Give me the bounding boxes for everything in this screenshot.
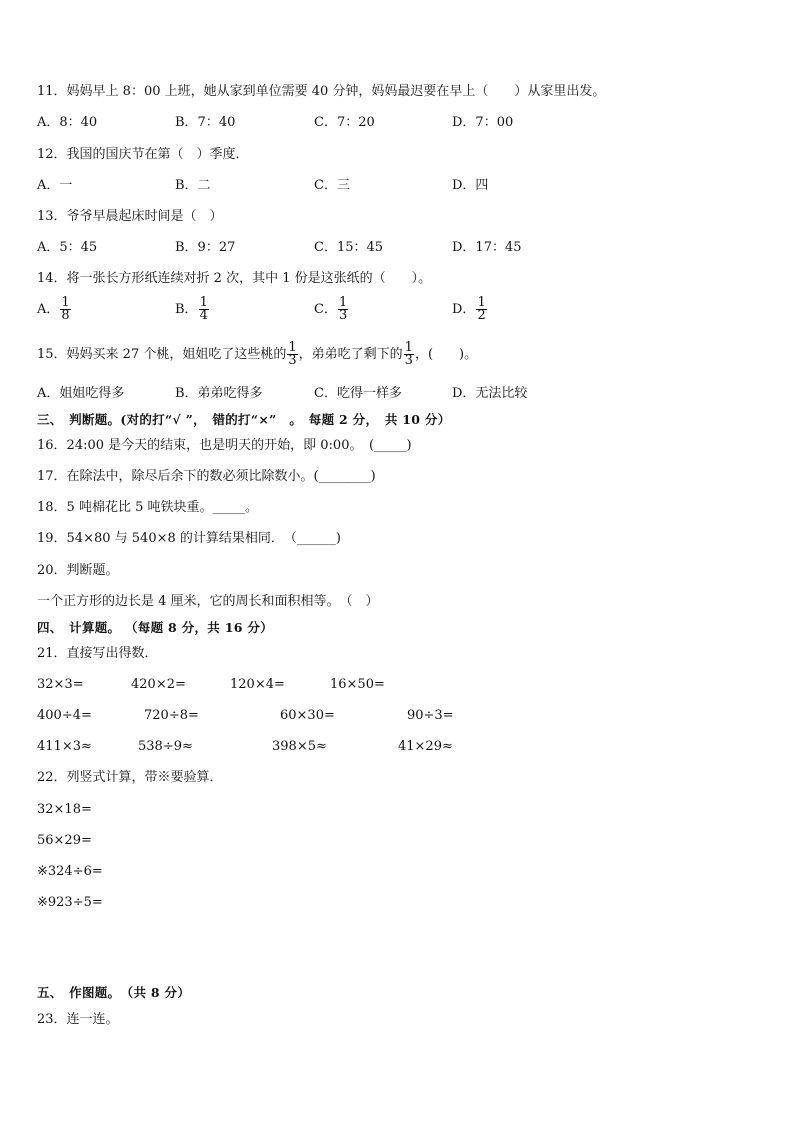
calc-item: 32×3= (37, 677, 84, 692)
vertical-calc-item: ※923÷5= (37, 895, 103, 910)
question-20-statement: 一个正方形的边长是 4 厘米，它的周长和面积相等。 （ ） (37, 594, 379, 609)
question-19: 19．54×80 与 540×8 的计算结果相同． （______) (37, 531, 341, 546)
question-13-stem: 13．爷爷早晨起床时间是（ ） (37, 209, 223, 224)
numerator: 1 (477, 295, 486, 310)
question-14-options (37, 297, 757, 333)
calc-item: 420×2= (131, 677, 186, 692)
option-a: A．8：40 (37, 115, 98, 130)
denominator: 3 (288, 353, 297, 368)
option-b: B．7：40 (175, 115, 236, 130)
calc-item: 120×4= (230, 677, 285, 692)
question-15-options (37, 385, 757, 407)
fraction (287, 342, 297, 367)
denominator: 2 (477, 308, 486, 323)
numerator: 1 (404, 340, 413, 355)
fraction (60, 297, 70, 322)
question-16: 16．24:00 是今天的结束，也是明天的开始，即 0:00。 (_____) (37, 438, 412, 453)
question-13-options (37, 239, 757, 261)
question-23: 23．连一连。 (37, 1012, 119, 1027)
numerator: 1 (288, 340, 297, 355)
question-21: 21．直接写出得数． (37, 646, 158, 661)
question-11-stem: 11．妈妈早上 8：00 上班，她从家到单位需要 40 分钟，妈妈最迟要在早上（ ）从家里出发。 (37, 84, 606, 99)
denominator: 3 (404, 353, 413, 368)
calc-item: 16×50= (330, 677, 385, 692)
fraction (199, 297, 209, 322)
calc-item: 411×3≈ (37, 739, 92, 754)
option-a (37, 297, 72, 322)
option-d: D．无法比较 (452, 386, 528, 401)
option-d: D．17：45 (452, 240, 522, 255)
option-c: C．吃得一样多 (314, 386, 402, 401)
option-d (452, 297, 488, 322)
option-letter: C． (314, 302, 337, 317)
numerator: 1 (338, 295, 348, 310)
calc-item: 538÷9≈ (138, 739, 193, 754)
denominator: 8 (61, 308, 70, 323)
fraction (476, 297, 486, 322)
question-18: 18．5 吨棉花比 5 吨铁块重。_____。 (37, 500, 258, 515)
calc-item: 60×30= (280, 708, 335, 723)
stem-part: ，弟弟吃了剩下的 (298, 347, 403, 362)
option-b: B．二 (175, 178, 211, 193)
option-b: B．9：27 (175, 240, 236, 255)
section-4-heading: 四、 计算题。 （每题 8 分，共 16 分） (37, 620, 274, 635)
question-12-options (37, 177, 757, 199)
option-d: D．7：00 (452, 115, 514, 130)
option-c: C．7：20 (314, 115, 375, 130)
option-b: B．弟弟吃得多 (175, 386, 263, 401)
calc-item: 720÷8= (144, 708, 199, 723)
question-11-options (37, 114, 757, 136)
question-20: 20．判断题。 (37, 563, 119, 578)
section-3-heading: 三、 判断题。(对的打“√ ”， 错的打“×” 。 每题 2 分， 共 10 分） (37, 412, 451, 427)
option-c (314, 297, 349, 322)
fraction (404, 342, 414, 367)
denominator: 3 (338, 308, 348, 323)
calc-item: 400÷4= (37, 708, 92, 723)
option-letter: B． (175, 302, 198, 317)
option-c: C．三 (314, 178, 350, 193)
option-letter: A． (37, 302, 60, 317)
option-a: A．姐姐吃得多 (37, 386, 125, 401)
option-letter: D． (452, 302, 476, 317)
option-c: C．15：45 (314, 240, 384, 255)
question-12-stem: 12．我国的国庆节在第（ ）季度． (37, 147, 249, 162)
numerator: 1 (61, 295, 70, 310)
option-d: D．四 (452, 178, 489, 193)
calc-item: 41×29≈ (398, 739, 453, 754)
question-14-stem: 14．将一张长方形纸连续对折 2 次，其中 1 份是这张纸的（ ）。 (37, 271, 432, 286)
question-15-stem (37, 340, 477, 370)
fraction (338, 297, 348, 322)
vertical-calc-item: 56×29= (37, 833, 92, 848)
option-a: A．一 (37, 178, 73, 193)
vertical-calc-item: ※324÷6= (37, 864, 103, 879)
stem-part: 15．妈妈买来 27 个桃，姐姐吃了这些桃的 (37, 347, 287, 362)
question-17: 17．在除法中，除尽后余下的数必须比除数小。(________) (37, 469, 376, 484)
calc-item: 90÷3= (407, 708, 454, 723)
vertical-calc-item: 32×18= (37, 802, 92, 817)
section-5-heading: 五、 作图题。 （共 8 分） (37, 985, 191, 1000)
stem-part: ，( )。 (414, 347, 478, 362)
calc-item: 398×5≈ (272, 739, 327, 754)
option-b (175, 297, 210, 322)
denominator: 4 (199, 308, 208, 323)
numerator: 1 (199, 295, 208, 310)
question-22: 22．列竖式计算，带※要验算． (37, 770, 223, 785)
option-a: A．5：45 (37, 240, 98, 255)
